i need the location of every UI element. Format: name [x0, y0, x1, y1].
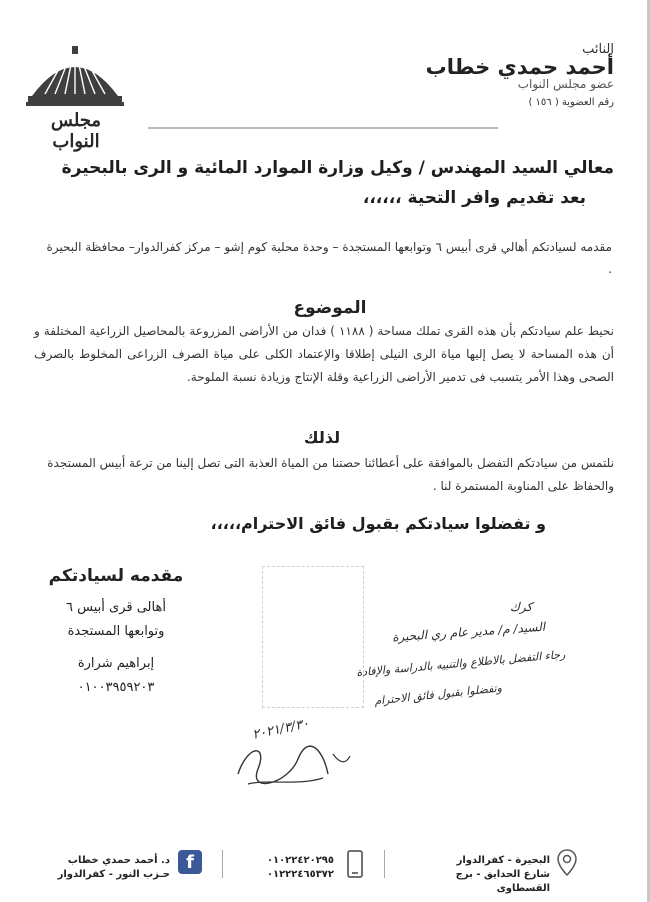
faded-stamp — [262, 566, 364, 708]
facebook-icon[interactable]: f — [178, 850, 202, 874]
sender-role: النائب — [582, 42, 614, 57]
sender-name: أحمد حمدي خطاب — [425, 55, 614, 79]
handwritten-line-4: وتفضلوا بقبول فائق الاحترام — [373, 681, 503, 708]
phone-icon — [346, 850, 364, 878]
footer-address — [400, 854, 550, 896]
handwritten-date: ٢٠٢١/٣/٣٠ — [251, 716, 311, 743]
footer-address-1: البحيرة - كفرالدوار — [456, 855, 550, 866]
footer-phone-1: ٠١٠٢٢٤٢٠٢٩٥ — [266, 855, 334, 866]
request-body: نلتمس من سيادتكم التفضل بالموافقة على أعطائنا حصتنا من المياة العذبة التى تصل إلينا من ترعة أبيس المستجدة والحفاظ على المناوبة المستمرة لنا . — [47, 456, 614, 493]
location-pin-icon — [556, 848, 578, 878]
addressee: معالي السيد المهندس / وكيل وزارة الموارد المائية و الرى بالبحيرة — [61, 158, 614, 178]
footer-phone-2: ٠١٢٢٢٤٦٥٣٧٢ — [266, 869, 334, 880]
presented-by: مقدمه لسيادتكم أهالي قرى أبيس ٦ وتوابعها المستجدة – وحدة محلية كوم إشو – مركز كفرالدوار– محافظة البحيرة . — [46, 240, 612, 276]
signature-person: إبراهيم شرارة — [77, 656, 155, 671]
footer-contact-name — [40, 854, 170, 882]
therefore-title: لذلك — [303, 428, 341, 447]
signature-heading: مقدمه لسيادتكم — [48, 566, 184, 586]
subject-body: نحيط علم سيادتكم بأن هذه القرى تملك مساحة ( ١١٨٨ ) فدان من الأراضى المزروعة بالمحاصيل الزراعية المختلفة و أن هذه المساحة لا يصل إليها مياة الرى النيلى إطلاقا والإعتماد الكلى على مياة الصرف الزراعى المخلوط بالصرف الصحى وهذا الأمر يتسبب فى تدمير الأراضى الزراعية وقلة الإنتاج وزيادة نسبة الملوحة. — [34, 324, 614, 384]
sender-header — [394, 42, 614, 108]
footer-divider — [222, 850, 223, 878]
footer-address-2: شارع الحدايق - برج القسطاوى — [455, 869, 550, 894]
signature-line-2: وتوابعها المستجدة — [67, 624, 165, 639]
footer-party: حـزب النور - كفرالدوار — [57, 869, 170, 880]
logo-text: مجلس النواب — [50, 110, 102, 152]
handwritten-signature — [228, 734, 358, 794]
handwritten-line-3: رجاء التفضل بالاطلاع والتنبيه بالدراسة والإفادة — [355, 647, 566, 680]
signature-line-1: أهالى قرى أبيس ٦ — [66, 600, 166, 615]
greeting: بعد تقديم وافر التحية ،،،،،، — [362, 188, 586, 208]
membership-id: رقم العضوية ( ١٥٦ ) — [528, 97, 614, 108]
footer-divider — [384, 850, 385, 878]
header-divider — [148, 127, 498, 129]
signature-block — [36, 566, 196, 700]
subject-title: الموضوع — [293, 298, 367, 318]
footer-name: د. أحمد حمدي خطاب — [67, 855, 170, 866]
sender-membership: عضو مجلس النواب — [517, 77, 614, 91]
footer-phones — [240, 854, 334, 882]
closing-line: و تفضلوا سيادتكم بقبول فائق الاحترام،،،،، — [210, 514, 546, 533]
footer — [0, 838, 650, 902]
handwritten-line-1: كرك — [510, 600, 533, 614]
signature-phone: ٠١٠٠٣٩٥٩٢٠٣ — [77, 680, 155, 695]
handwritten-line-2: السيد/ م/ مدير عام ري البحيرة — [391, 619, 546, 645]
